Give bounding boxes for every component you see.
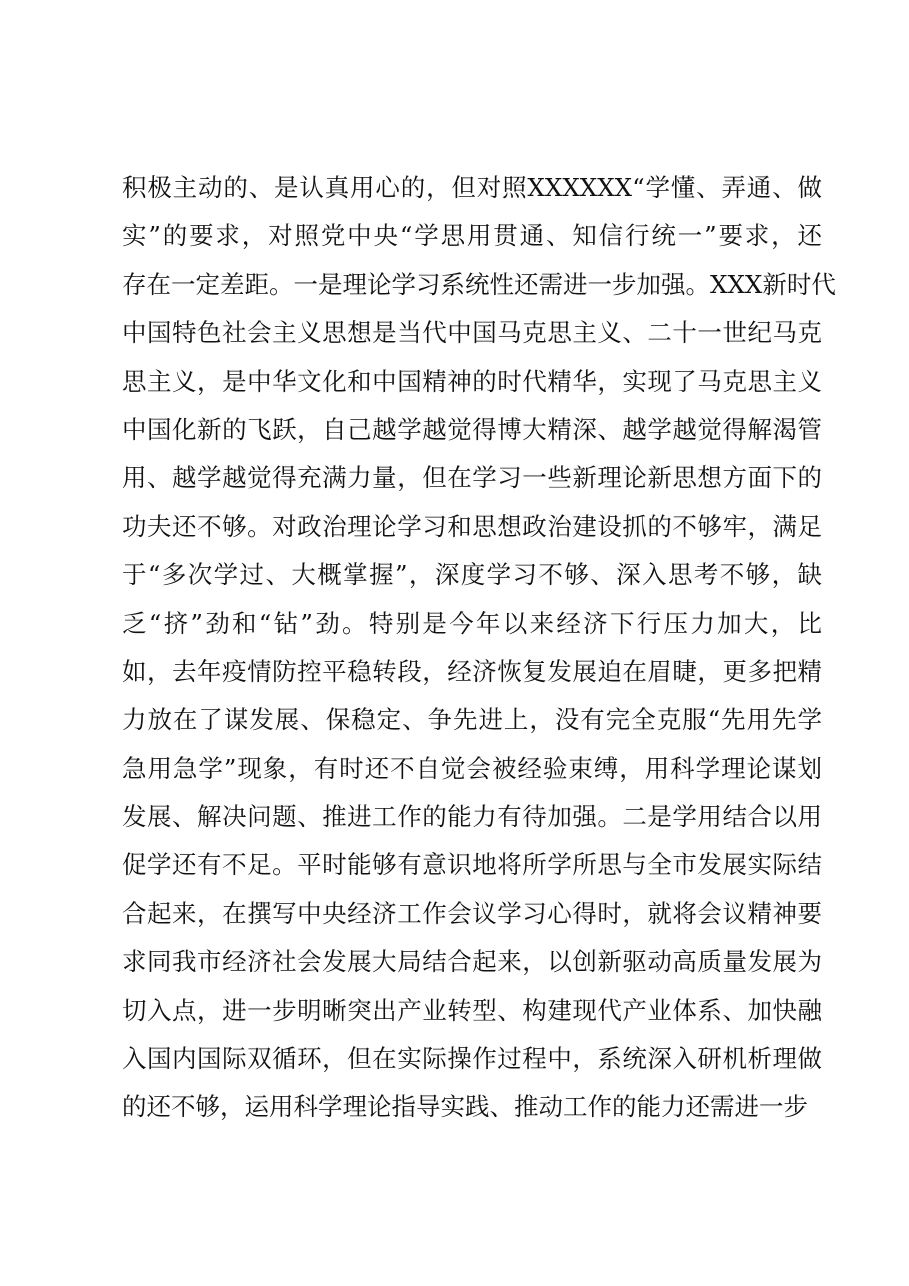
text-line: 力放在了谋发展、保稳定、争先进上，没有完全克服“先用先学 xyxy=(122,705,822,735)
text-line: 思主义，是中华文化和中国精神的时代精华，实现了马克思主义 xyxy=(122,366,822,396)
text-line: 切入点，进一步明晰突出产业转型、构建现代产业体系、加快融 xyxy=(122,995,822,1025)
text-line: 发展、解决问题、推进工作的能力有待加强。二是学用结合以用 xyxy=(122,802,822,832)
text-line: 中国特色社会主义思想是当代中国马克思主义、二十一世纪马克 xyxy=(122,318,822,348)
text-line: 如，去年疫情防控平稳转段，经济恢复发展迫在眉睫，更多把精 xyxy=(122,656,822,686)
text-line: 合起来，在撰写中央经济工作会议学习心得时，就将会议精神要 xyxy=(122,898,822,928)
body-paragraph xyxy=(122,164,836,1132)
text-line: 乏“挤”劲和“钻”劲。特别是今年以来经济下行压力加大，比 xyxy=(122,608,822,638)
text-line: 求同我市经济社会发展大局结合起来，以创新驱动高质量发展为 xyxy=(122,947,822,977)
text-line: 实”的要求，对照党中央“学思用贯通、知信行统一”要求，还 xyxy=(122,221,822,251)
text-line: 急用急学”现象，有时还不自觉会被经验束缚，用科学理论谋划 xyxy=(122,753,822,783)
text-line: 于“多次学过、大概掌握”，深度学习不够、深入思考不够，缺 xyxy=(122,560,822,590)
text-line: 中国化新的飞跃，自己越学越觉得博大精深、越学越觉得解渴管 xyxy=(122,414,822,444)
text-line: 入国内国际双循环，但在实际操作过程中，系统深入研机析理做 xyxy=(122,1044,822,1074)
text-line: 功夫还不够。对政治理论学习和思想政治建设抓的不够牢，满足 xyxy=(122,511,822,541)
text-line: 积极主动的、是认真用心的，但对照XXXXXX“学懂、弄通、做 xyxy=(122,173,822,202)
text-line: 存在一定差距。一是理论学习系统性还需进一步加强。XXX新时代 xyxy=(122,269,836,299)
text-line: 的还不够，运用科学理论指导实践、推动工作的能力还需进一步 xyxy=(122,1092,808,1122)
text-line: 促学还有不足。平时能够有意识地将所学所思与全市发展实际结 xyxy=(122,850,822,880)
text-line: 用、越学越觉得充满力量，但在学习一些新理论新思想方面下的 xyxy=(122,463,822,493)
